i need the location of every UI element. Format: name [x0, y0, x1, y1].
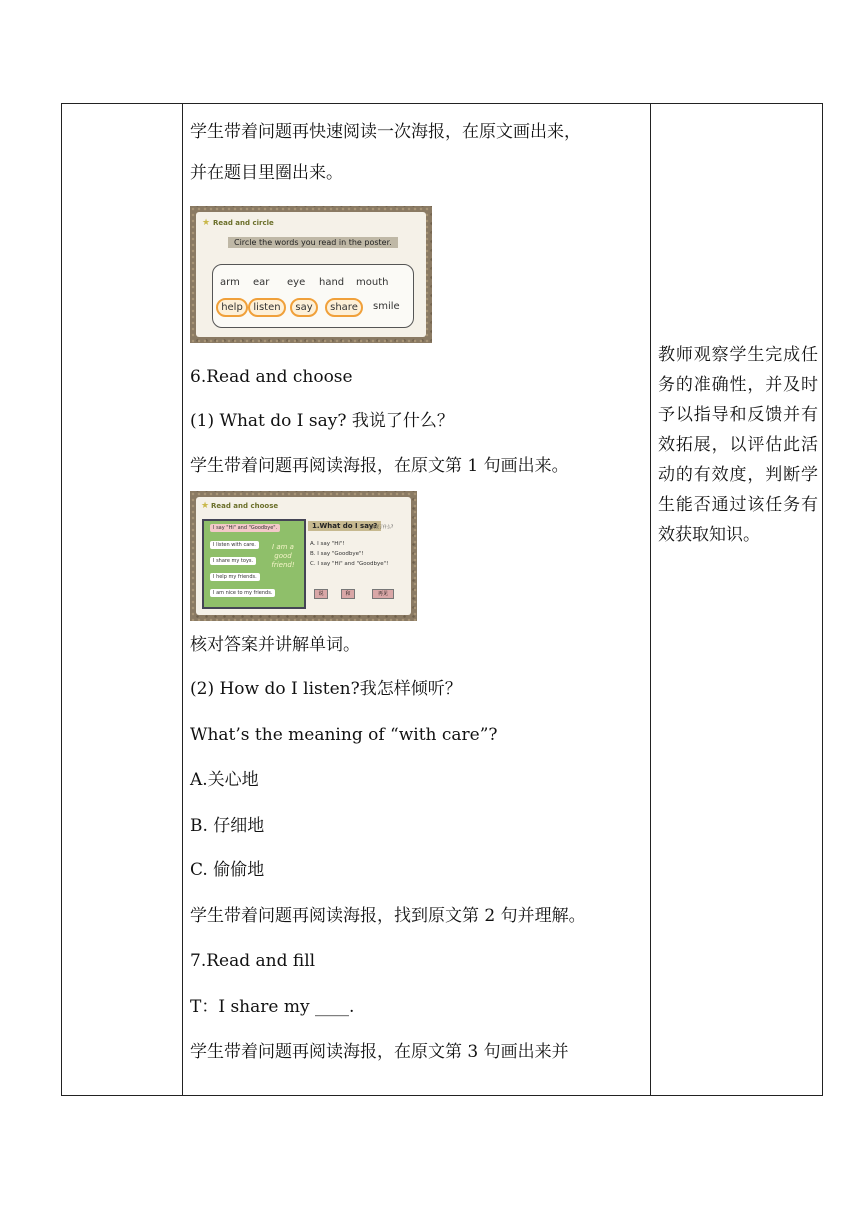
- poster-badge: I am a good friend!: [271, 543, 295, 569]
- poster-line-5: I am nice to my friends.: [210, 589, 275, 597]
- choose-question-cn: 我说了什么?: [371, 524, 394, 529]
- paragraph-5: 学生带着问题再阅读海报，找到原文第 2 句并理解。: [190, 906, 586, 926]
- read-and-choose-image: [190, 491, 417, 621]
- worksheet-paper-2: [196, 497, 411, 615]
- option-c-text: C. 偷偷地: [190, 860, 265, 880]
- option-b-text: B. 仔细地: [190, 816, 265, 836]
- circled-word-share: share: [325, 298, 363, 317]
- poster-line-4: I help my friends.: [210, 573, 260, 581]
- read-and-circle-image: [190, 206, 432, 343]
- star-icon: ★: [202, 218, 211, 228]
- paragraph-3: 学生带着问题再阅读海报，在原文第 1 句画出来。: [190, 456, 569, 476]
- word-arm: arm: [220, 277, 240, 288]
- fill-in-blank: T：I share my ____.: [190, 997, 355, 1017]
- worksheet-instruction: Circle the words you read in the poster.: [228, 237, 398, 248]
- meaning-box-3: 再见: [372, 589, 394, 599]
- lesson-table: [61, 103, 823, 1096]
- worksheet-title-2: Read and choose: [211, 502, 279, 510]
- paragraph-2: 并在题目里圈出来。: [190, 163, 343, 183]
- heading-read-and-fill: 7.Read and fill: [190, 951, 316, 971]
- poster-line-3: I share my toys.: [210, 557, 256, 565]
- word-mouth: mouth: [356, 277, 389, 288]
- column-divider-2: [650, 104, 651, 1095]
- paragraph-6: 学生带着问题再阅读海报，在原文第 3 句画出来并: [190, 1042, 569, 1062]
- circled-word-help: help: [216, 298, 248, 317]
- circled-word-listen: listen: [248, 298, 286, 317]
- circled-word-say: say: [290, 298, 318, 317]
- choose-question: 1.What do I say?: [308, 521, 381, 531]
- word-hand: hand: [319, 277, 345, 288]
- worksheet-paper: [196, 212, 426, 337]
- star-icon: ★: [201, 501, 210, 511]
- heading-read-and-choose: 6.Read and choose: [190, 367, 353, 387]
- word-smile: smile: [373, 301, 400, 312]
- word-box: [212, 264, 414, 328]
- question-2: (2) How do I listen?我怎样倾听？: [190, 679, 462, 699]
- option-b: B. I say "Goodbye"!: [310, 551, 364, 557]
- word-eye: eye: [287, 277, 306, 288]
- paragraph-4: 核对答案并讲解单词。: [190, 635, 360, 655]
- column-divider-1: [182, 104, 183, 1095]
- option-a-text: A.关心地: [190, 770, 259, 790]
- meaning-box-2: 和: [341, 589, 355, 599]
- paragraph-1: 学生带着问题再快速阅读一次海报，在原文画出来，: [190, 122, 581, 142]
- poster-line-2: I listen with care.: [210, 541, 259, 549]
- word-ear: ear: [253, 277, 270, 288]
- poster-line-1: I say "Hi" and "Goodbye".: [210, 524, 280, 532]
- question-1: (1) What do I say? 我说了什么？: [190, 411, 454, 431]
- option-c: C. I say "Hi" and "Goodbye"!: [310, 561, 389, 567]
- assessment-note: 教师观察学生完成任务的准确性，并及时予以指导和反馈并有效拓展，以评估此活动的有效度，判断学生能否通过该任务有效获取知识。: [658, 345, 818, 545]
- option-a: A. I say "Hi"!: [310, 541, 345, 547]
- question-2b: What’s the meaning of “with care”?: [190, 725, 498, 745]
- meaning-box-1: 说: [314, 589, 328, 599]
- worksheet-title: Read and circle: [213, 219, 274, 227]
- poster-panel: [202, 519, 306, 609]
